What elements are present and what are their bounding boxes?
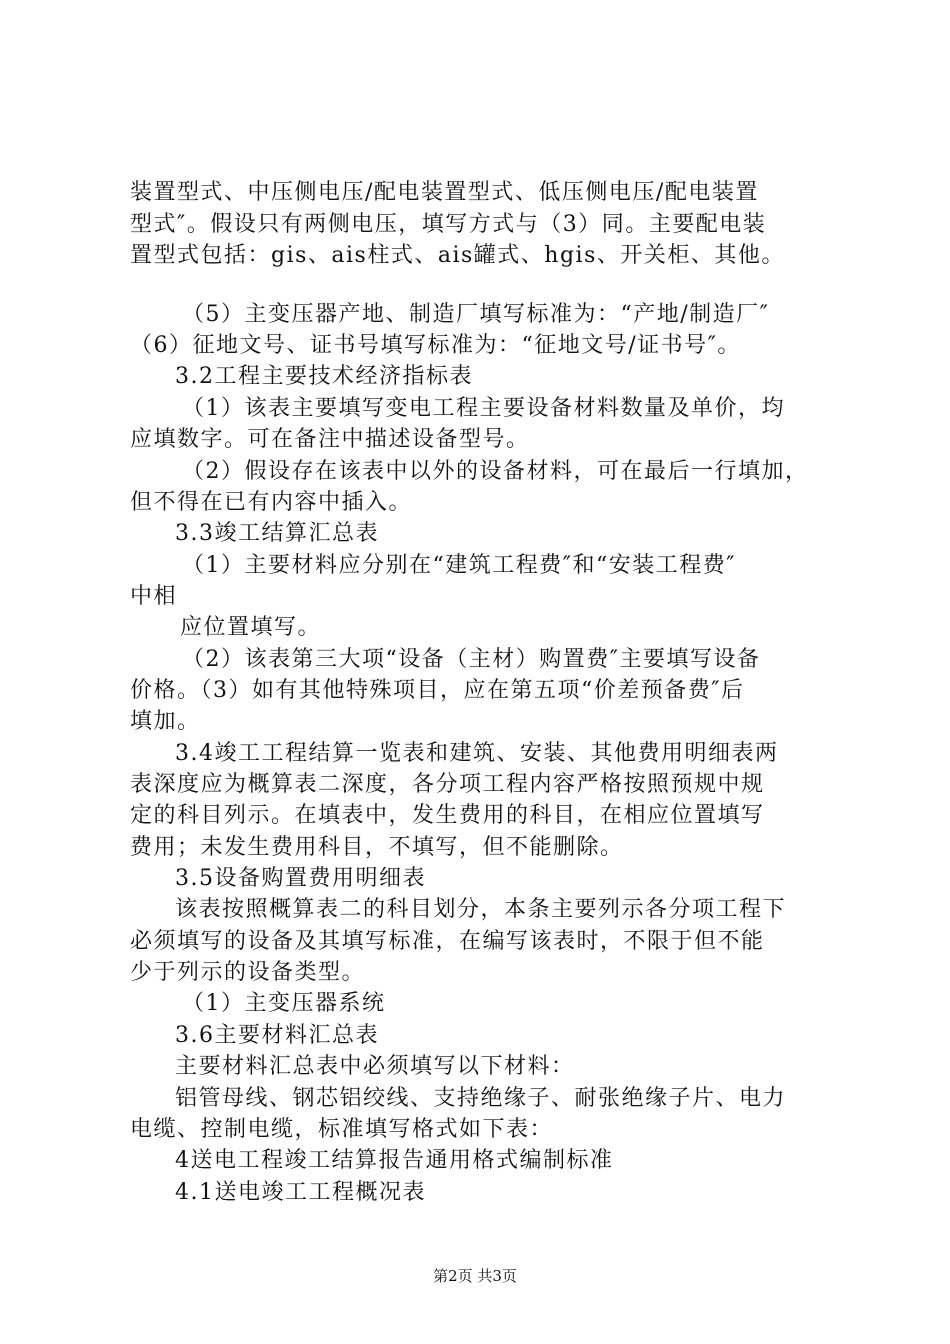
- text-line: （5）主变压器产地、制造厂填写标准为：“产地/制造厂″: [182, 302, 770, 327]
- text-line: 应填数字。可在备注中描述设备型号。: [130, 427, 530, 452]
- section-heading: 3.4竣工工程结算一览表和建筑、安装、其他费用明细表两: [175, 741, 779, 766]
- section-heading: 4.1送电竣工工程概况表: [175, 1180, 426, 1205]
- page-number: 第2页 共3页: [433, 1267, 517, 1285]
- text-line: 填加。: [130, 709, 201, 734]
- text-line: 电缆、控制电缆，标准填写格式如下表：: [130, 1117, 554, 1142]
- text-line: 应位置填写。: [180, 615, 322, 640]
- text-line: （1）主要材料应分别在“建筑工程费″和“安装工程费″: [182, 553, 736, 578]
- section-heading: 3.6主要材料汇总表: [175, 1023, 379, 1048]
- text-line: 装置型式、中压侧电压/配电装置型式、低压侧电压/配电装置: [130, 180, 759, 205]
- text-line: 铝管母线、钢芯铝绞线、支持绝缘子、耐张绝缘子片、电力: [175, 1086, 787, 1111]
- text-line: 置型式包括：gis、ais柱式、ais罐式、hgis、开关柜、其他。: [130, 243, 785, 268]
- text-line: 价格。（3）如有其他特殊项目，应在第五项“价差预备费″后: [130, 678, 745, 703]
- text-line: （2）该表第三大项“设备（主材）购置费″主要填写设备: [182, 647, 761, 672]
- text-line: 型式″。假设只有两侧电压，填写方式与（3）同。主要配电装: [130, 212, 767, 237]
- section-heading: 4送电工程竣工结算报告通用格式编制标准: [175, 1148, 614, 1173]
- text-line: 费用；未发生费用科目，不填写，但不能删除。: [130, 835, 624, 860]
- text-line: 定的科目列示。在填表中，发生费用的科目，在相应位置填写: [130, 803, 765, 828]
- text-line: （2）假设存在该表中以外的设备材料，可在最后一行填加，: [182, 459, 809, 484]
- text-line: 少于列示的设备类型。: [130, 960, 366, 985]
- text-line: 中相: [130, 584, 178, 609]
- section-heading: 3.3竣工结算汇总表: [175, 521, 379, 546]
- text-line: （1）主变压器系统: [182, 991, 386, 1016]
- text-line: 主要材料汇总表中必须填写以下材料：: [175, 1054, 575, 1079]
- text-line: 但不得在已有内容中插入。: [130, 490, 413, 515]
- text-line: 必须填写的设备及其填写标准，在编写该表时，不限于但不能: [130, 929, 765, 954]
- text-line: （6）征地文号、证书号填写标准为：“征地文号/证书号″。: [130, 333, 741, 358]
- section-heading: 3.5设备购置费用明细表: [175, 866, 426, 891]
- text-line: （1）该表主要填写变电工程主要设备材料数量及单价，均: [182, 396, 785, 421]
- section-heading: 3.2工程主要技术经济指标表: [175, 364, 473, 389]
- text-line: 该表按照概算表二的科目划分，本条主要列示各分项工程下: [175, 897, 787, 922]
- text-line: 表深度应为概算表二深度，各分项工程内容严格按照预规中规: [130, 772, 765, 797]
